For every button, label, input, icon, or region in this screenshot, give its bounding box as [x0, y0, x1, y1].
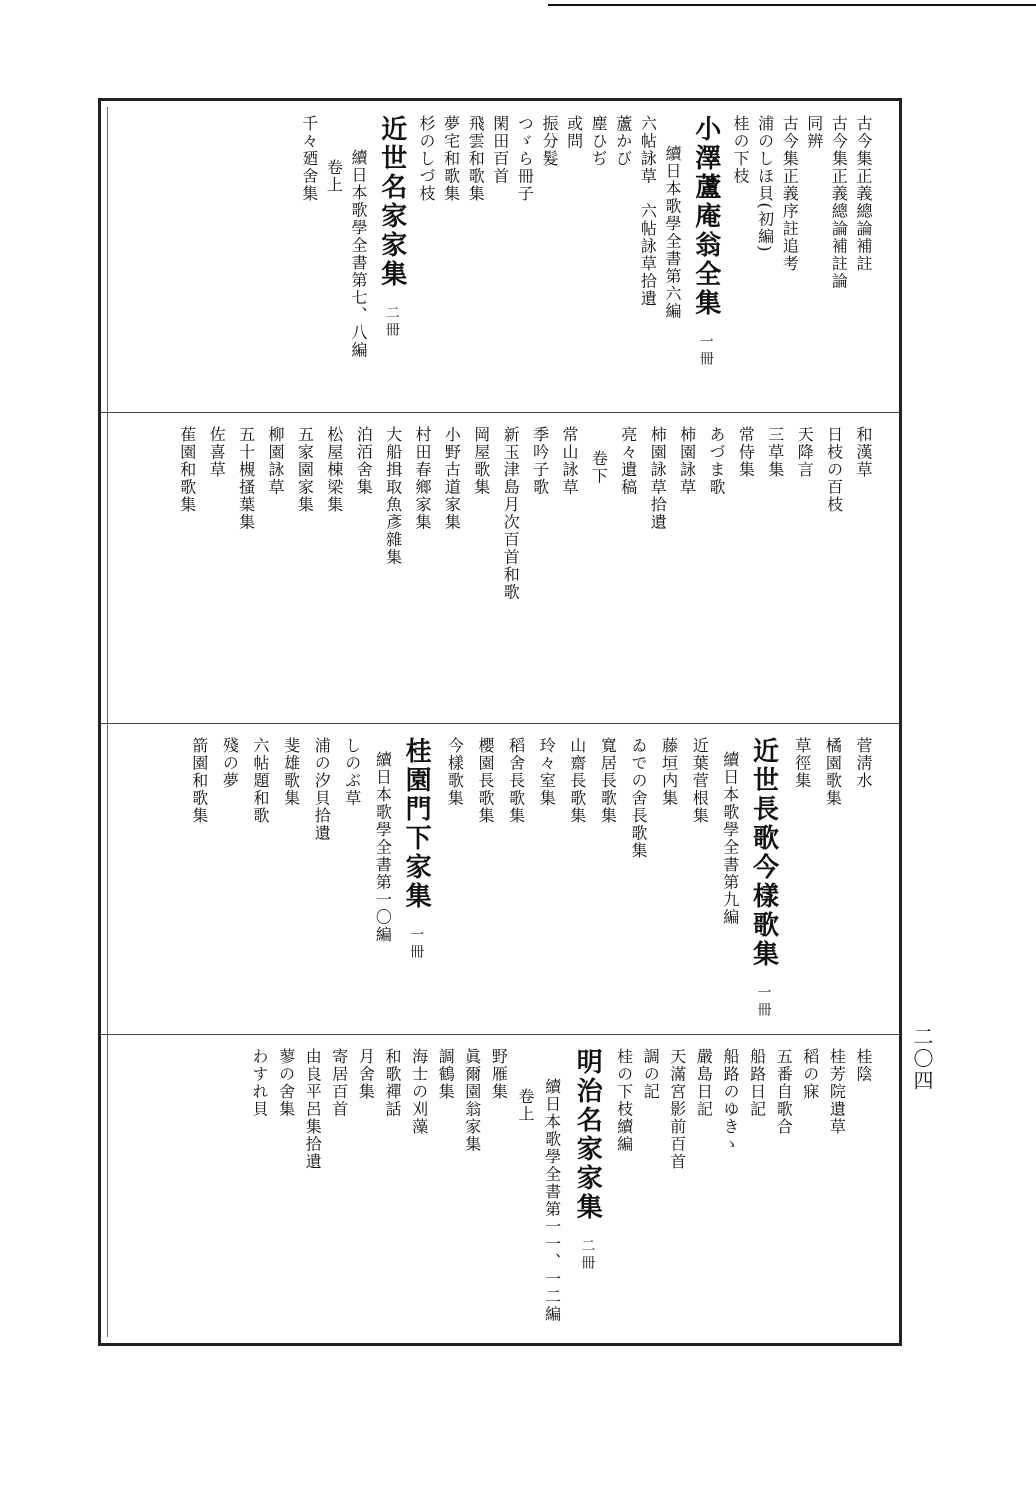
- toc-entry: 海士の刈藻: [409, 1048, 429, 1136]
- volume-count: 二冊: [579, 1238, 596, 1272]
- toc-entry: 五十槻搔葉集: [236, 426, 256, 531]
- toc-entry: 卷下: [589, 450, 609, 485]
- collection-title-text: 小澤蘆庵翁全集: [690, 115, 721, 318]
- volume-count: 一冊: [755, 985, 772, 1019]
- toc-entry: 柿園詠草拾遺: [648, 426, 668, 531]
- volume-count: 二冊: [383, 305, 400, 339]
- toc-entry: 或問: [564, 115, 584, 150]
- toc-entry: 小野古道家集: [442, 426, 462, 531]
- top-rule: [548, 4, 1036, 6]
- toc-entry: 古今集正義總論補註: [854, 115, 873, 273]
- toc-entry: 寄居百首: [329, 1048, 349, 1118]
- toc-entry: 泊洦舍集: [354, 426, 374, 496]
- toc-entry: 和漢草: [854, 426, 873, 479]
- toc-entry: 和歌禪話: [383, 1048, 402, 1118]
- toc-entry: 稻舍長歌集: [506, 737, 526, 825]
- toc-entry: 浦のしほ貝(初編): [755, 115, 775, 253]
- volume-count: 一冊: [697, 334, 714, 368]
- collection-title: [745, 737, 777, 1019]
- collection-title-text: 近世長歌今樣歌集: [748, 737, 779, 969]
- toc-entry: 同辨: [804, 115, 824, 150]
- toc-entry: 續日本歌學全書第六編: [663, 145, 682, 320]
- toc-entry: 常侍集: [736, 426, 756, 479]
- toc-entry: 大船揖取魚彥雜集: [383, 426, 403, 566]
- toc-entry: しのぶ草: [342, 737, 362, 807]
- toc-entry: 村田春鄉家集: [413, 426, 432, 531]
- collection-title: [373, 115, 405, 339]
- toc-entry: 新玉津島月次百首和歌: [501, 426, 521, 601]
- band-3: [101, 723, 899, 1034]
- toc-entry: 近葉菅根集: [690, 737, 710, 825]
- toc-entry: 浦の汐貝拾遺: [312, 737, 332, 842]
- page-frame: [98, 98, 902, 1346]
- toc-entry: 斐雄歌集: [281, 737, 301, 807]
- volume-count: 一冊: [408, 927, 425, 961]
- toc-entry: 今樣歌集: [445, 737, 465, 807]
- toc-entry: 草徑集: [792, 737, 812, 790]
- collection-title-text: 近世名家家集: [376, 115, 407, 289]
- toc-entry: 杉のしづ枝: [417, 115, 436, 203]
- toc-entry: 日枝の百枝: [824, 426, 844, 514]
- toc-entry: 天滿宮影前百首: [667, 1048, 687, 1171]
- toc-entry: 振分髮: [540, 115, 559, 168]
- toc-entry: 柳園詠草: [266, 426, 285, 496]
- toc-entry: 續日本歌學全書第一一、一二編: [542, 1078, 562, 1323]
- band-1: [101, 101, 899, 412]
- toc-entry: 船路のゆきゝ: [721, 1048, 740, 1153]
- toc-entry: あづま歌: [707, 426, 726, 496]
- toc-entry: 亮々遺稿: [618, 426, 638, 496]
- toc-entry: 閑田百首: [490, 115, 510, 185]
- toc-entry: ゐでの舍長歌集: [629, 737, 648, 860]
- toc-entry: 五家園家集: [295, 426, 315, 514]
- toc-entry: 三草集: [765, 426, 785, 479]
- toc-entry: 箭園和歌集: [189, 737, 209, 825]
- toc-entry: 季吟子歌: [530, 426, 550, 496]
- toc-entry: 月舍集: [356, 1048, 376, 1101]
- toc-entry: 岡屋歌集: [471, 426, 491, 496]
- toc-entry: 蘆かび: [613, 115, 633, 168]
- band-2: [101, 412, 899, 723]
- toc-entry: 六帖詠草 六帖詠草拾遺: [638, 115, 658, 308]
- toc-entry: 桂の下枝續編: [614, 1048, 634, 1153]
- toc-entry: 佐喜草: [207, 426, 227, 479]
- toc-entry: 殘の夢: [220, 737, 240, 790]
- toc-entry: わすれ貝: [250, 1048, 269, 1118]
- toc-entry: 調鶴集: [436, 1048, 456, 1101]
- toc-entry: 菅淸水: [854, 737, 873, 790]
- toc-entry: 松屋棟梁集: [324, 426, 344, 514]
- toc-entry: 桂芳院遺草: [827, 1048, 847, 1136]
- page-number: 二〇四: [910, 1026, 934, 1092]
- toc-entry: 千々廼舍集: [299, 115, 319, 203]
- toc-entry: 山齋長歌集: [567, 737, 587, 825]
- band-4: [101, 1034, 899, 1345]
- toc-entry: 桂陰: [854, 1048, 873, 1083]
- toc-entry: 五番自歌合: [774, 1048, 794, 1136]
- toc-entry: 眞爾園翁家集: [462, 1048, 482, 1153]
- toc-entry: 橘園歌集: [823, 737, 843, 807]
- collection-title-text: 桂園門下家集: [401, 737, 432, 911]
- toc-entry: 六帖題和歌: [251, 737, 270, 825]
- toc-entry: 塵ひぢ: [589, 115, 609, 168]
- toc-entry: 玲々室集: [537, 737, 557, 807]
- toc-entry: 調の記: [641, 1048, 661, 1101]
- toc-entry: つゞら冊子: [515, 115, 535, 203]
- toc-entry: 寬居長歌集: [598, 737, 618, 825]
- toc-entry: 夢宅和歌集: [441, 115, 461, 203]
- collection-title: [687, 115, 719, 368]
- toc-entry: 卷上: [516, 1088, 535, 1123]
- toc-entry: 常山詠草: [560, 426, 579, 496]
- toc-entry: 古今集正義序註追考: [780, 115, 800, 273]
- toc-entry: 稻の寐: [800, 1048, 820, 1101]
- toc-entry: 船路日記: [747, 1048, 767, 1118]
- toc-entry: 柿園詠草: [677, 426, 697, 496]
- toc-entry: 續日本歌學全書第七、八編: [349, 149, 368, 359]
- toc-entry: 飛雲和歌集: [466, 115, 486, 203]
- collection-title-text: 明治名家家集: [572, 1048, 603, 1222]
- toc-entry: 萑園和歌集: [177, 426, 197, 514]
- toc-entry: 櫻園長歌集: [476, 737, 495, 825]
- toc-entry: 續日本歌學全書第九編: [720, 751, 740, 926]
- toc-entry: 嚴島日記: [694, 1048, 714, 1118]
- toc-entry: 由良平呂集拾遺: [303, 1048, 323, 1171]
- collection-title: [568, 1048, 603, 1272]
- toc-entry: 卷上: [324, 159, 344, 194]
- toc-entry: 藤垣内集: [659, 737, 679, 807]
- toc-entry: 天降言: [795, 426, 815, 479]
- collection-title: [397, 737, 432, 961]
- toc-entry: 蓼の舍集: [276, 1048, 296, 1118]
- toc-entry: 續日本歌學全書第一〇編: [373, 751, 393, 944]
- toc-entry: 古今集正義總論補註論: [829, 115, 849, 290]
- toc-entry: 桂の下枝: [731, 115, 750, 185]
- toc-entry: 野雁集: [489, 1048, 509, 1101]
